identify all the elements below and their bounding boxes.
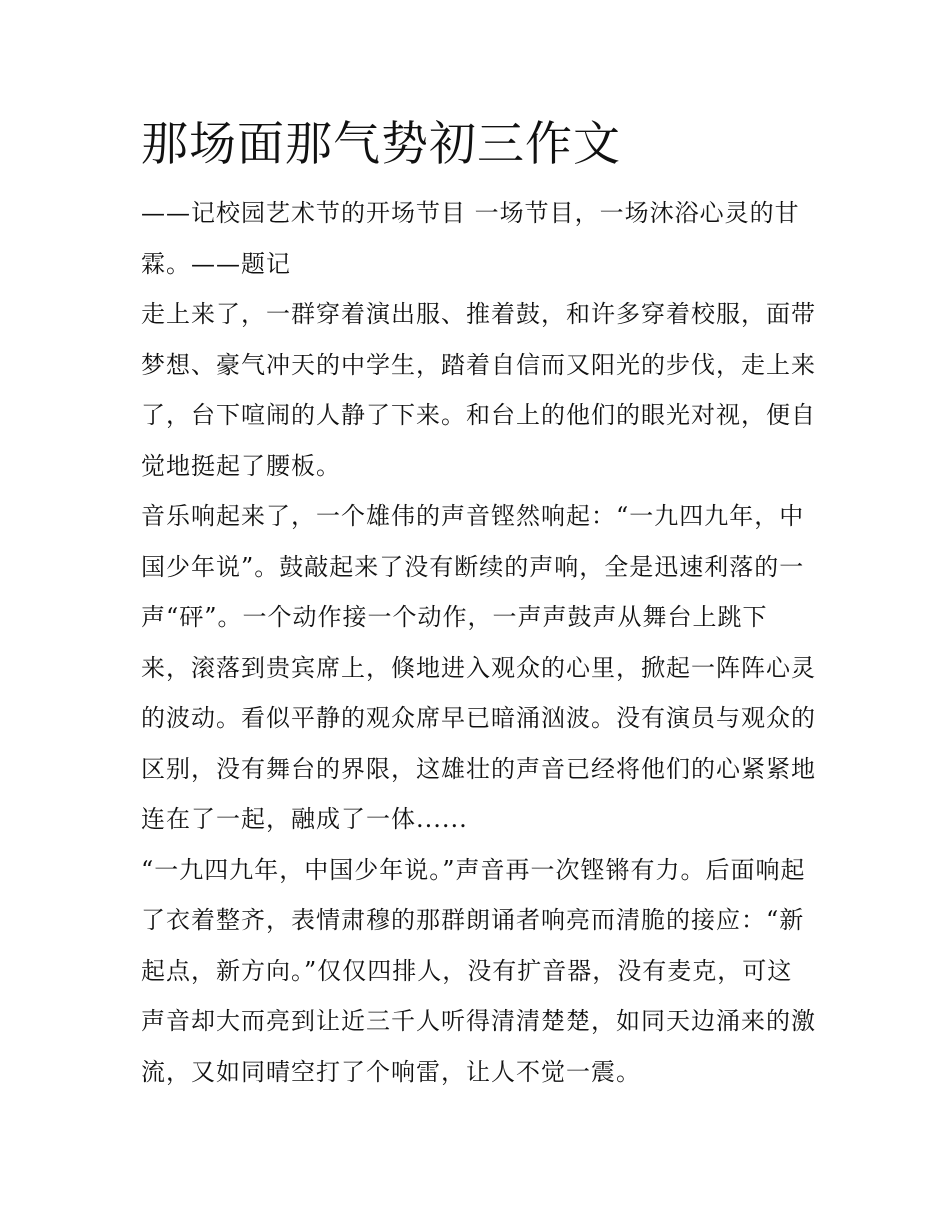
paragraph-3: “一九四九年，中国少年说。”声音再一次铿锵有力。后面响起了衣着整齐，表情肃穆的那群朗诵者响亮而清脆的接应：“新起点，新方向。”仅仅四排人，没有扩音器，没有麦克，可这声音却大而亮到让近三千人听得清清楚楚，如同天边涌来的激流，又如同晴空打了个响雷，让人不觉一震。	[141, 855, 816, 1086]
paragraph-subtitle: ——记校园艺术节的开场节目 一场节目，一场沐浴心灵的甘霖。——题记	[141, 199, 800, 278]
document-body	[141, 112, 816, 1097]
paragraph-2: 音乐响起来了，一个雄伟的声音铿然响起：“一九四九年，中国少年说”。鼓敲起来了没有断续的声响，全是迅速利落的一声“砰”。一个动作接一个动作，一声声鼓声从舞台上跳下来，滚落到贵宾席上，倏地进入观众的心里，掀起一阵阵心灵的波动。看似平静的观众席早已暗涌汹波。没有演员与观众的区别，没有舞台的界限，这雄壮的声音已经将他们的心紧紧地连在了一起，融成了一体......	[141, 502, 816, 833]
document-title: 那场面那气势初三作文	[141, 117, 621, 172]
paragraph-1: 走上来了，一群穿着演出服、推着鼓，和许多穿着校服，面带梦想、豪气冲天的中学生，踏着自信而又阳光的步伐，走上来了，台下喧闹的人静了下来。和台上的他们的眼光对视，便自觉地挺起了腰板。	[141, 300, 816, 480]
